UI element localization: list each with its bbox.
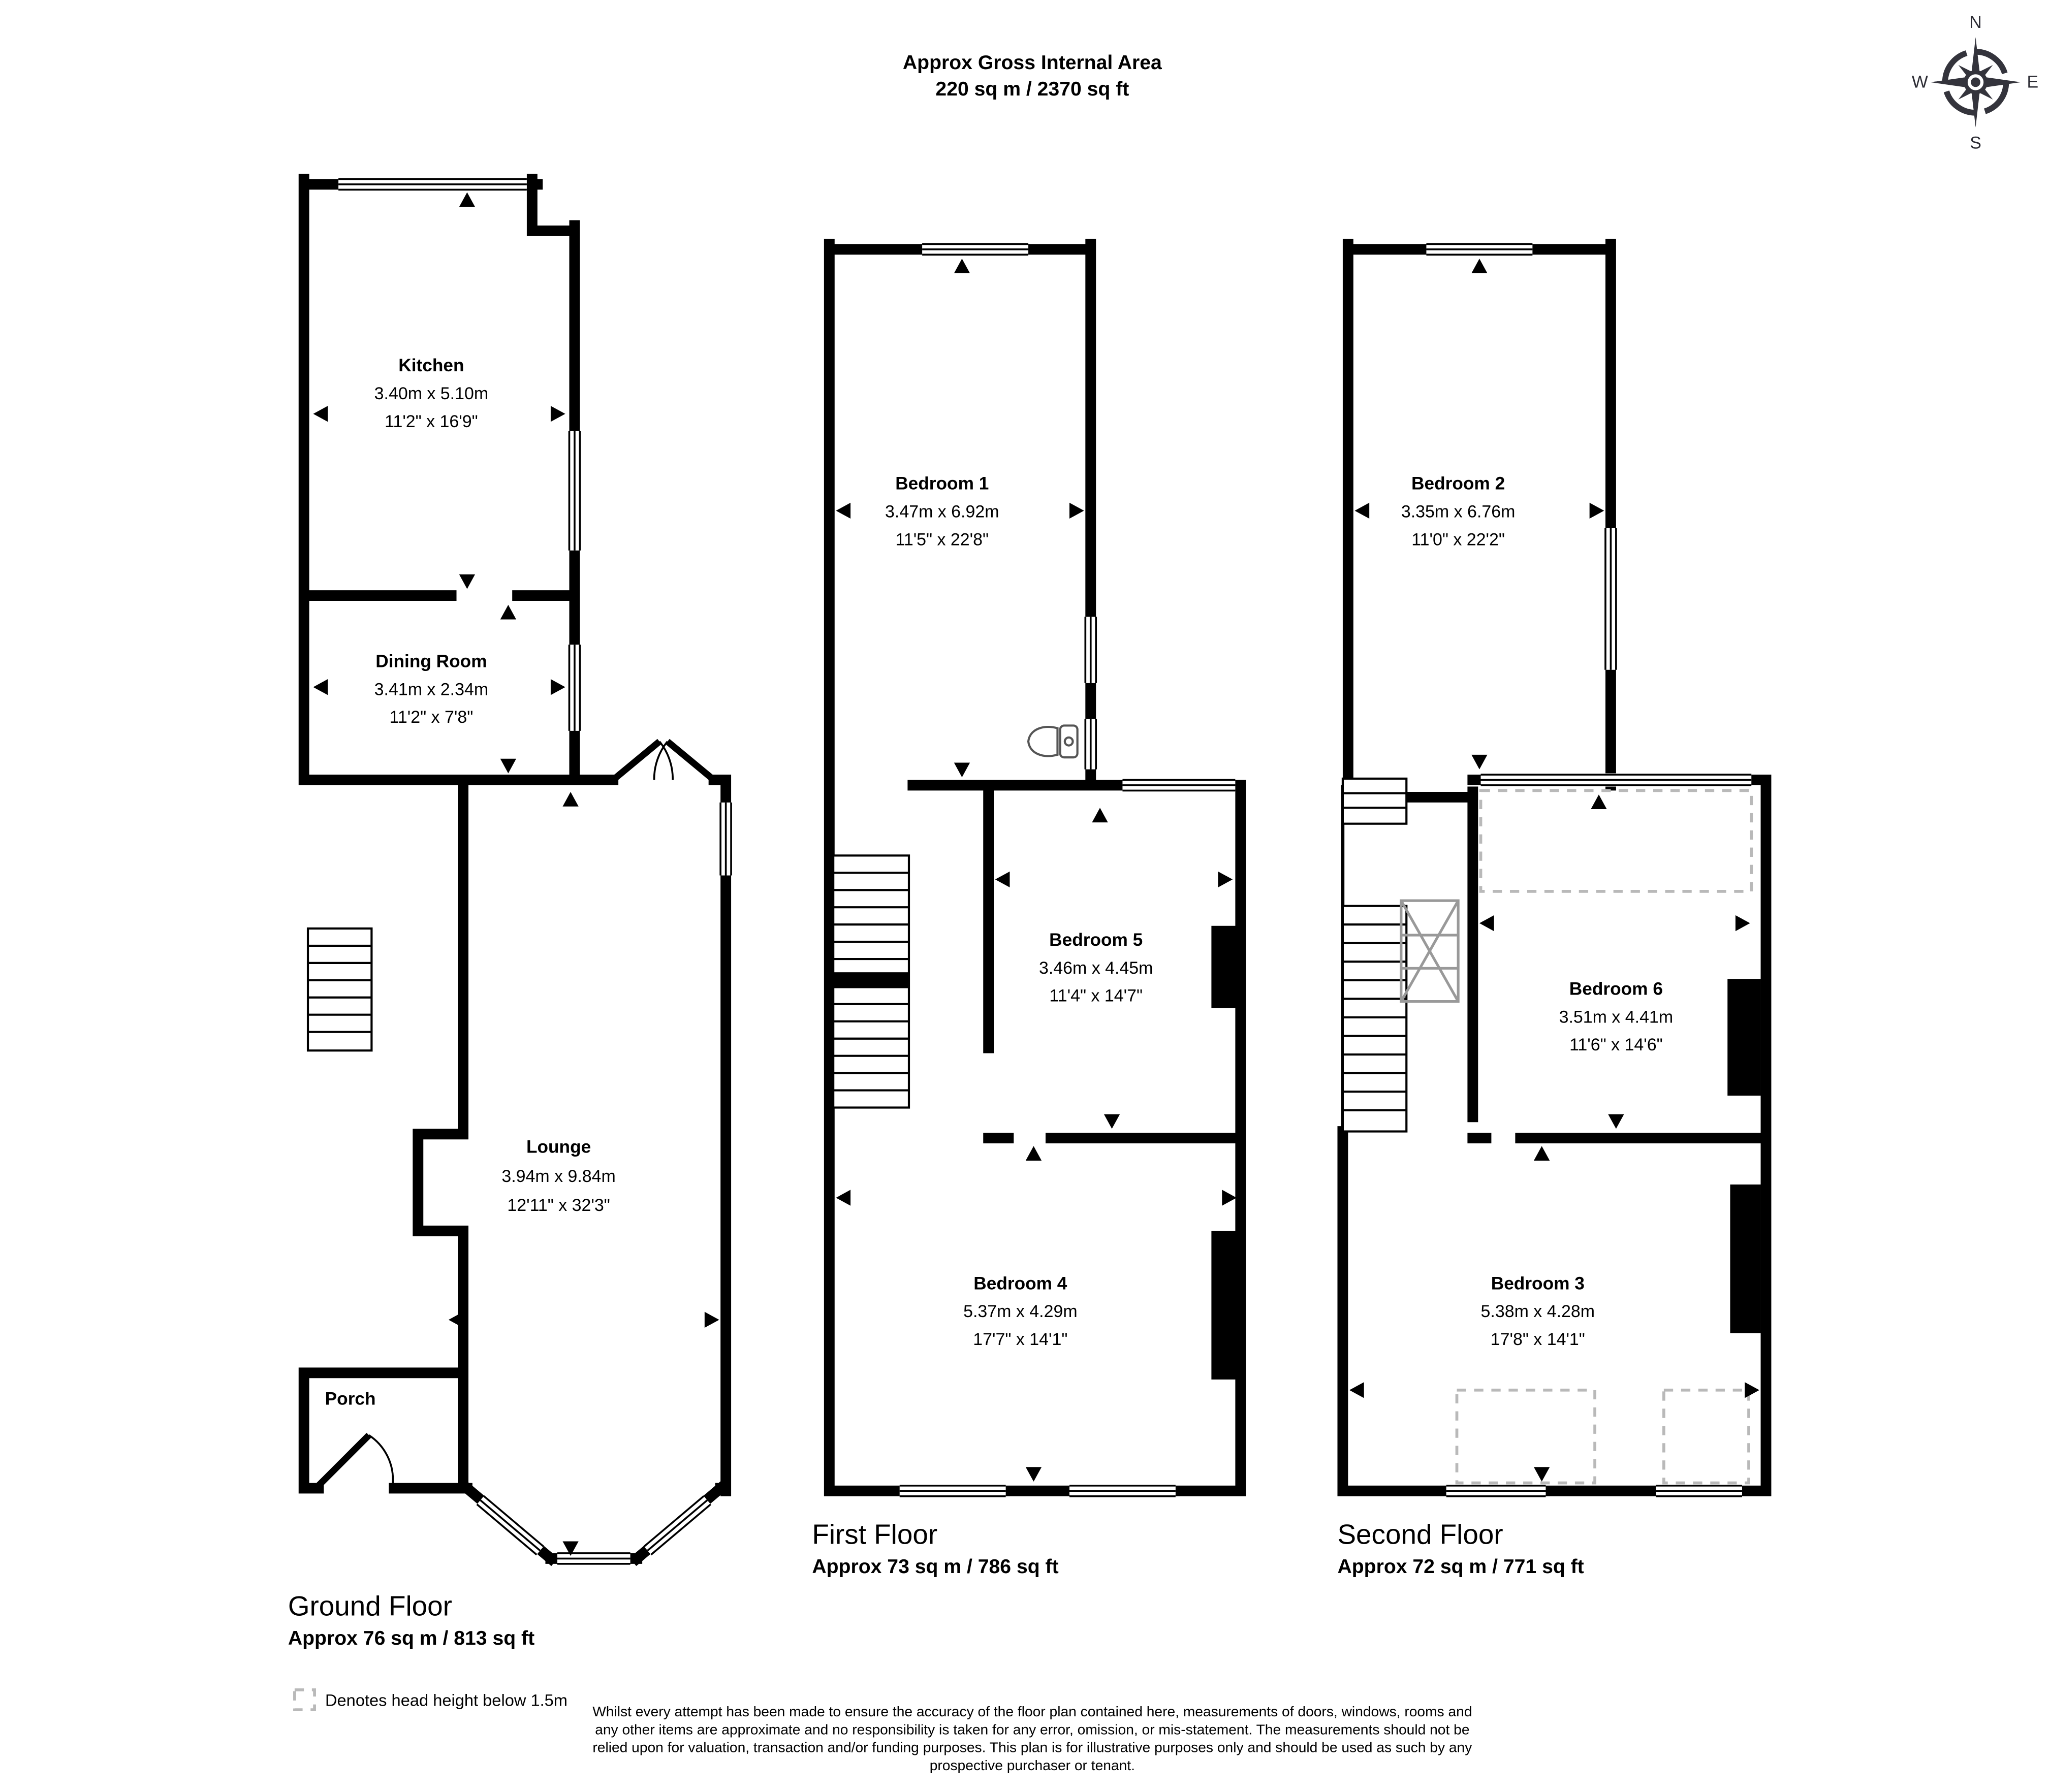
bay-window [477,1496,711,1565]
legend [295,1690,567,1710]
room-dims-imperial: 17'8" x 14'1" [1490,1329,1585,1349]
room-dims-metric: 3.35m x 6.76m [1401,502,1516,522]
second-floor-plan [1337,243,1765,1578]
room-dims-imperial: 12'11" x 32'3" [507,1196,610,1215]
legend-text: Denotes head height below 1.5m [325,1690,568,1710]
chimney-breast [1730,1185,1760,1333]
room-dims-imperial: 11'2" x 16'9" [385,411,478,431]
room-label-kitchen: Kitchen [398,356,464,376]
ground-floor-plan [288,178,733,1649]
room-dims-metric: 3.46m x 4.45m [1038,958,1153,978]
room-dims-metric: 5.37m x 4.29m [963,1302,1078,1322]
ground-floor-title: Ground Floor [288,1590,452,1622]
first-floor-title: First Floor [812,1518,938,1550]
ground-floor-area: Approx 76 sq m / 813 sq ft [288,1627,535,1650]
disclaimer-line: any other items are approximate and no responsibility is taken for any error, omission, or mis-statement. The measurements should not be [595,1721,1470,1738]
window [338,178,527,191]
first-floor-staircase [833,855,909,1107]
room-label-bedroom-4: Bedroom 4 [973,1273,1067,1294]
room-label-lounge: Lounge [526,1137,591,1157]
window [900,1484,1006,1497]
room-dims-imperial: 11'5" x 22'8" [895,530,989,550]
room-dims-metric: 3.40m x 5.10m [374,384,489,404]
compass-east-label: E [2027,72,2039,92]
compass-west-label: W [1911,72,1928,92]
compass-north-label: N [1969,12,1982,32]
second-floor-title: Second Floor [1337,1518,1503,1550]
room-dims-metric: 3.94m x 9.84m [501,1166,616,1186]
disclaimer-line: prospective purchaser or tenant. [929,1756,1135,1773]
room-dims-metric: 3.41m x 2.34m [374,680,489,699]
room-dims-imperial: 17'7" x 14'1" [973,1329,1068,1349]
room-label-bedroom-3: Bedroom 3 [1491,1273,1585,1294]
window [1446,1484,1546,1497]
head-height-region [1457,1390,1595,1483]
room-dims-imperial: 11'6" x 14'6" [1569,1035,1663,1055]
internal-window [1122,779,1235,792]
room-label-dining-room: Dining Room [375,651,487,671]
disclaimer-line: relied upon for valuation, transaction and/or funding purposes. This plan is for illustrative purposes only and should be used as such by any [592,1739,1472,1755]
room-label-porch: Porch [325,1389,376,1409]
compass-rose-icon [1912,13,2038,153]
window [568,431,581,551]
internal-window [1481,773,1752,786]
toilet-icon [1028,725,1078,757]
door-swing-arc [369,1435,393,1483]
window [1604,528,1617,669]
room-dims-imperial: 11'4" x 14'7" [1049,986,1143,1006]
stairwell-void [1401,901,1458,1001]
room-dims-imperial: 11'2" x 7'8" [389,708,474,727]
chimney-breast [1211,1231,1240,1379]
second-floor-area: Approx 72 sq m / 771 sq ft [1337,1556,1584,1578]
compass-center-dot [1971,78,1980,87]
window [1084,719,1097,769]
window [568,645,581,731]
ground-floor-staircase [308,929,371,1050]
chimney-breast [1211,926,1240,1008]
room-label-bedroom-6: Bedroom 6 [1569,979,1663,999]
window [719,803,733,876]
first-floor-area: Approx 73 sq m / 786 sq ft [812,1556,1059,1578]
disclaimer-line: Whilst every attempt has been made to ensure the accuracy of the floor plan contained here, measurements of doors, windows, rooms and [592,1703,1472,1720]
window [1069,1484,1176,1497]
window [1656,1484,1742,1497]
head-height-legend-icon [295,1690,314,1710]
second-floor-measure-arrows [1349,259,1759,1482]
header [903,52,1162,100]
first-floor-plan [812,243,1240,1578]
window [922,243,1028,256]
room-dims-metric: 5.38m x 4.28m [1480,1302,1595,1322]
room-label-bedroom-1: Bedroom 1 [895,473,989,494]
head-height-region [1664,1390,1749,1483]
ground-floor-walls [304,179,726,1559]
double-door-leaf [668,742,714,780]
double-door-leaf [613,742,659,780]
room-label-bedroom-5: Bedroom 5 [1049,930,1143,950]
room-dims-imperial: 11'0" x 22'2" [1411,530,1505,550]
room-label-bedroom-2: Bedroom 2 [1411,473,1505,494]
disclaimer [592,1703,1472,1773]
front-door-leaf [319,1435,369,1486]
second-floor-staircase [1343,779,1458,1132]
chimney-breast [1727,979,1760,1096]
room-dims-metric: 3.47m x 6.92m [885,502,999,522]
window [1084,617,1097,683]
gross-internal-area-title: Approx Gross Internal Area [902,51,1162,74]
head-height-region [1481,790,1752,891]
compass-south-label: S [1970,133,1981,153]
gross-internal-area-value: 220 sq m / 2370 sq ft [935,78,1129,101]
room-dims-metric: 3.51m x 4.41m [1559,1007,1674,1027]
window [1426,243,1532,256]
